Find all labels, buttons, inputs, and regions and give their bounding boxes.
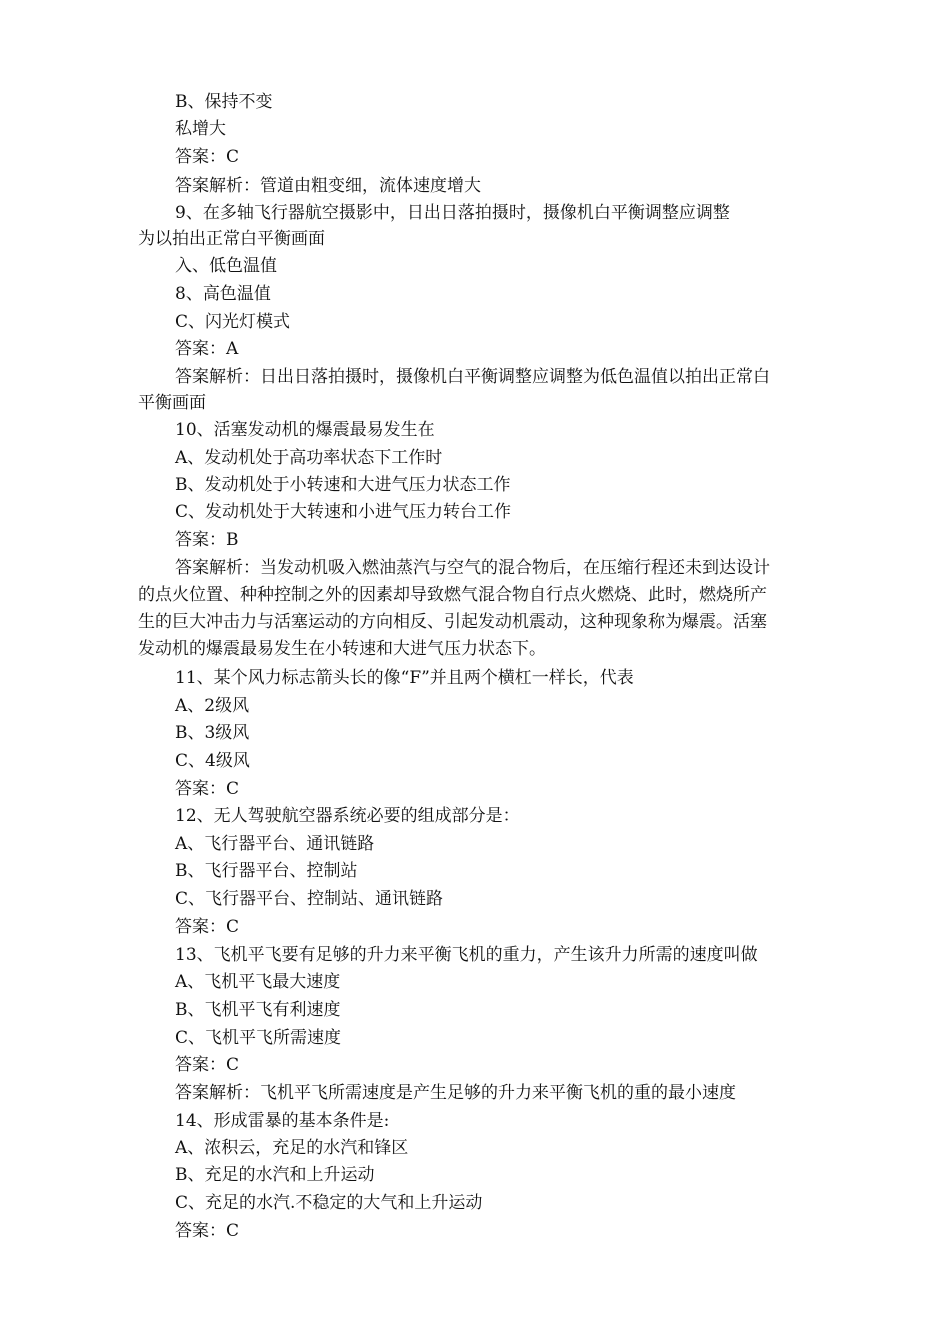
q10-option-c: C、发动机处于大转速和小进气压力转台工作 [175, 502, 512, 522]
q13-option-b: B、飞机平飞有利速度 [175, 1000, 341, 1020]
explanation-10: 答案解析：当发动机吸入燃油蒸汽与空气的混合物后，在压缩行程还未到达设计 [175, 558, 770, 578]
explanation-13: 答案解析：飞机平飞所需速度是产生足够的升力来平衡飞机的重的最小速度 [175, 1083, 736, 1103]
q9-option-a: 入、低色温值 [175, 256, 277, 276]
question-14: 14、形成雷暴的基本条件是: [175, 1111, 390, 1131]
explanation-9: 答案解析：日出日落拍摄时，摄像机白平衡调整应调整为低色温值以拍出正常白 [175, 367, 770, 387]
q12-option-a: A、飞行器平台、通讯链路 [175, 834, 375, 854]
question-9-cont: 为以拍出正常白平衡画面 [138, 229, 325, 249]
answer-8: 答案：C [175, 147, 240, 167]
question-9: 9、在多轴飞行器航空摄影中，日出日落拍摄时，摄像机白平衡调整应调整 [175, 203, 730, 223]
explanation-10-line-3: 生的巨大冲击力与活塞运动的方向相反、引起发动机震动，这种现象称为爆震。活塞 [138, 612, 767, 632]
option-b-keep-unchanged: B、保持不变 [175, 92, 273, 112]
explanation-10-line-4: 发动机的爆震最易发生在小转速和大进气压力状态下。 [138, 639, 546, 659]
q12-option-c: C、飞行器平台、控制站、通讯链路 [175, 889, 444, 909]
question-11: 11、某个风力标志箭头长的像“F”并且两个横杠一样长，代表 [175, 668, 634, 688]
q11-option-a: A、2级风 [175, 696, 250, 716]
q10-option-a: A、发动机处于高功率状态下工作时 [175, 448, 443, 468]
q11-option-b: B、3级风 [175, 723, 250, 743]
answer-13: 答案：C [175, 1055, 240, 1075]
question-13: 13、飞机平飞要有足够的升力来平衡飞机的重力，产生该升力所需的速度叫做 [175, 945, 758, 965]
explanation-8: 答案解析：管道由粗变细，流体速度增大 [175, 176, 481, 196]
q14-option-b: B、充足的水汽和上升运动 [175, 1165, 375, 1185]
explanation-9-cont: 平衡画面 [138, 393, 206, 413]
option-c-increase: 私增大 [175, 119, 226, 139]
answer-14: 答案：C [175, 1221, 240, 1241]
q13-option-c: C、飞机平飞所需速度 [175, 1028, 342, 1048]
question-10: 10、活塞发动机的爆震最易发生在 [175, 420, 435, 440]
question-12: 12、无人驾驶航空器系统必要的组成部分是： [175, 806, 520, 826]
answer-10: 答案：B [175, 530, 239, 550]
explanation-10-line-2: 的点火位置、种种控制之外的因素却导致燃气混合物自行点火燃烧、此时，燃烧所产 [138, 585, 767, 605]
answer-12: 答案：C [175, 917, 240, 937]
q14-option-a: A、浓积云，充足的水汽和锋区 [175, 1138, 409, 1158]
q10-option-b: B、发动机处于小转速和大进气压力状态工作 [175, 475, 511, 495]
answer-9: 答案：A [175, 339, 239, 359]
q14-option-c: C、充足的水汽.不稳定的大气和上升运动 [175, 1193, 483, 1213]
q11-option-c: C、4级风 [175, 751, 250, 771]
answer-11: 答案：C [175, 779, 240, 799]
q9-option-b: 8、高色温值 [175, 284, 271, 304]
q13-option-a: A、飞机平飞最大速度 [175, 972, 341, 992]
q9-option-c: C、闪光灯模式 [175, 312, 291, 332]
q12-option-b: B、飞行器平台、控制站 [175, 861, 358, 881]
